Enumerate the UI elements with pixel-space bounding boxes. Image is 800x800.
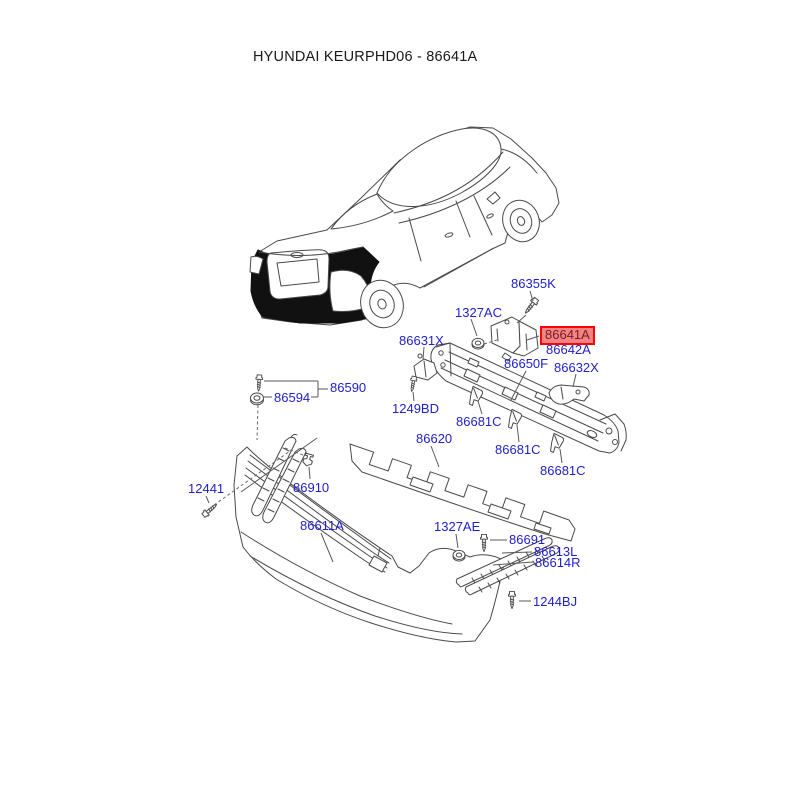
screw-1244BJ <box>509 591 516 608</box>
screw-86590 <box>255 375 262 392</box>
part-label-1327ac[interactable]: 1327AC <box>455 305 502 320</box>
part-label-86611a[interactable]: 86611A <box>300 518 344 533</box>
part-label-1327ae[interactable]: 1327AE <box>434 519 481 534</box>
part-label-86681c-1[interactable]: 86681C <box>456 414 502 429</box>
part-label-86691[interactable]: 86691 <box>509 532 546 547</box>
part-label-86594[interactable]: 86594 <box>274 390 311 405</box>
part-label-12441[interactable]: 12441 <box>188 481 225 496</box>
nut-1327AC <box>472 338 484 349</box>
part-label-86590[interactable]: 86590 <box>330 380 367 395</box>
part-label-86641a[interactable]: 86641A <box>540 326 595 345</box>
part-label-86613l[interactable]: 86613L <box>534 544 578 559</box>
part-label-86681c-2[interactable]: 86681C <box>495 442 541 457</box>
part-label-86650f[interactable]: 86650F <box>504 356 549 371</box>
part-label-86910[interactable]: 86910 <box>293 480 330 495</box>
car-license-recess <box>277 259 319 286</box>
bolt-86355K <box>523 297 540 316</box>
grommet-86594 <box>251 393 264 405</box>
part-label-86632x[interactable]: 86632X <box>554 360 599 375</box>
part-label-1244bj[interactable]: 1244BJ <box>533 594 578 609</box>
part-label-86631x[interactable]: 86631X <box>399 333 444 348</box>
screw-12441 <box>201 502 218 518</box>
part-label-86681c-3[interactable]: 86681C <box>540 463 586 478</box>
page-title: HYUNDAI KEURPHD06 - 86641A <box>253 49 478 65</box>
clip-86681C <box>550 433 564 453</box>
screw-1249BD <box>409 376 418 392</box>
bracket-86632X <box>549 385 589 404</box>
nut-1327AE <box>453 550 465 561</box>
part-label-86355k[interactable]: 86355K <box>511 276 556 291</box>
part-label-86642a[interactable]: 86642A <box>546 342 591 357</box>
part-label-86620[interactable]: 86620 <box>416 431 453 446</box>
screw-86691 <box>481 534 488 551</box>
part-label-86614r[interactable]: 86614R <box>535 555 581 570</box>
part-label-1249bd[interactable]: 1249BD <box>392 401 439 416</box>
car-illustration <box>250 127 559 334</box>
